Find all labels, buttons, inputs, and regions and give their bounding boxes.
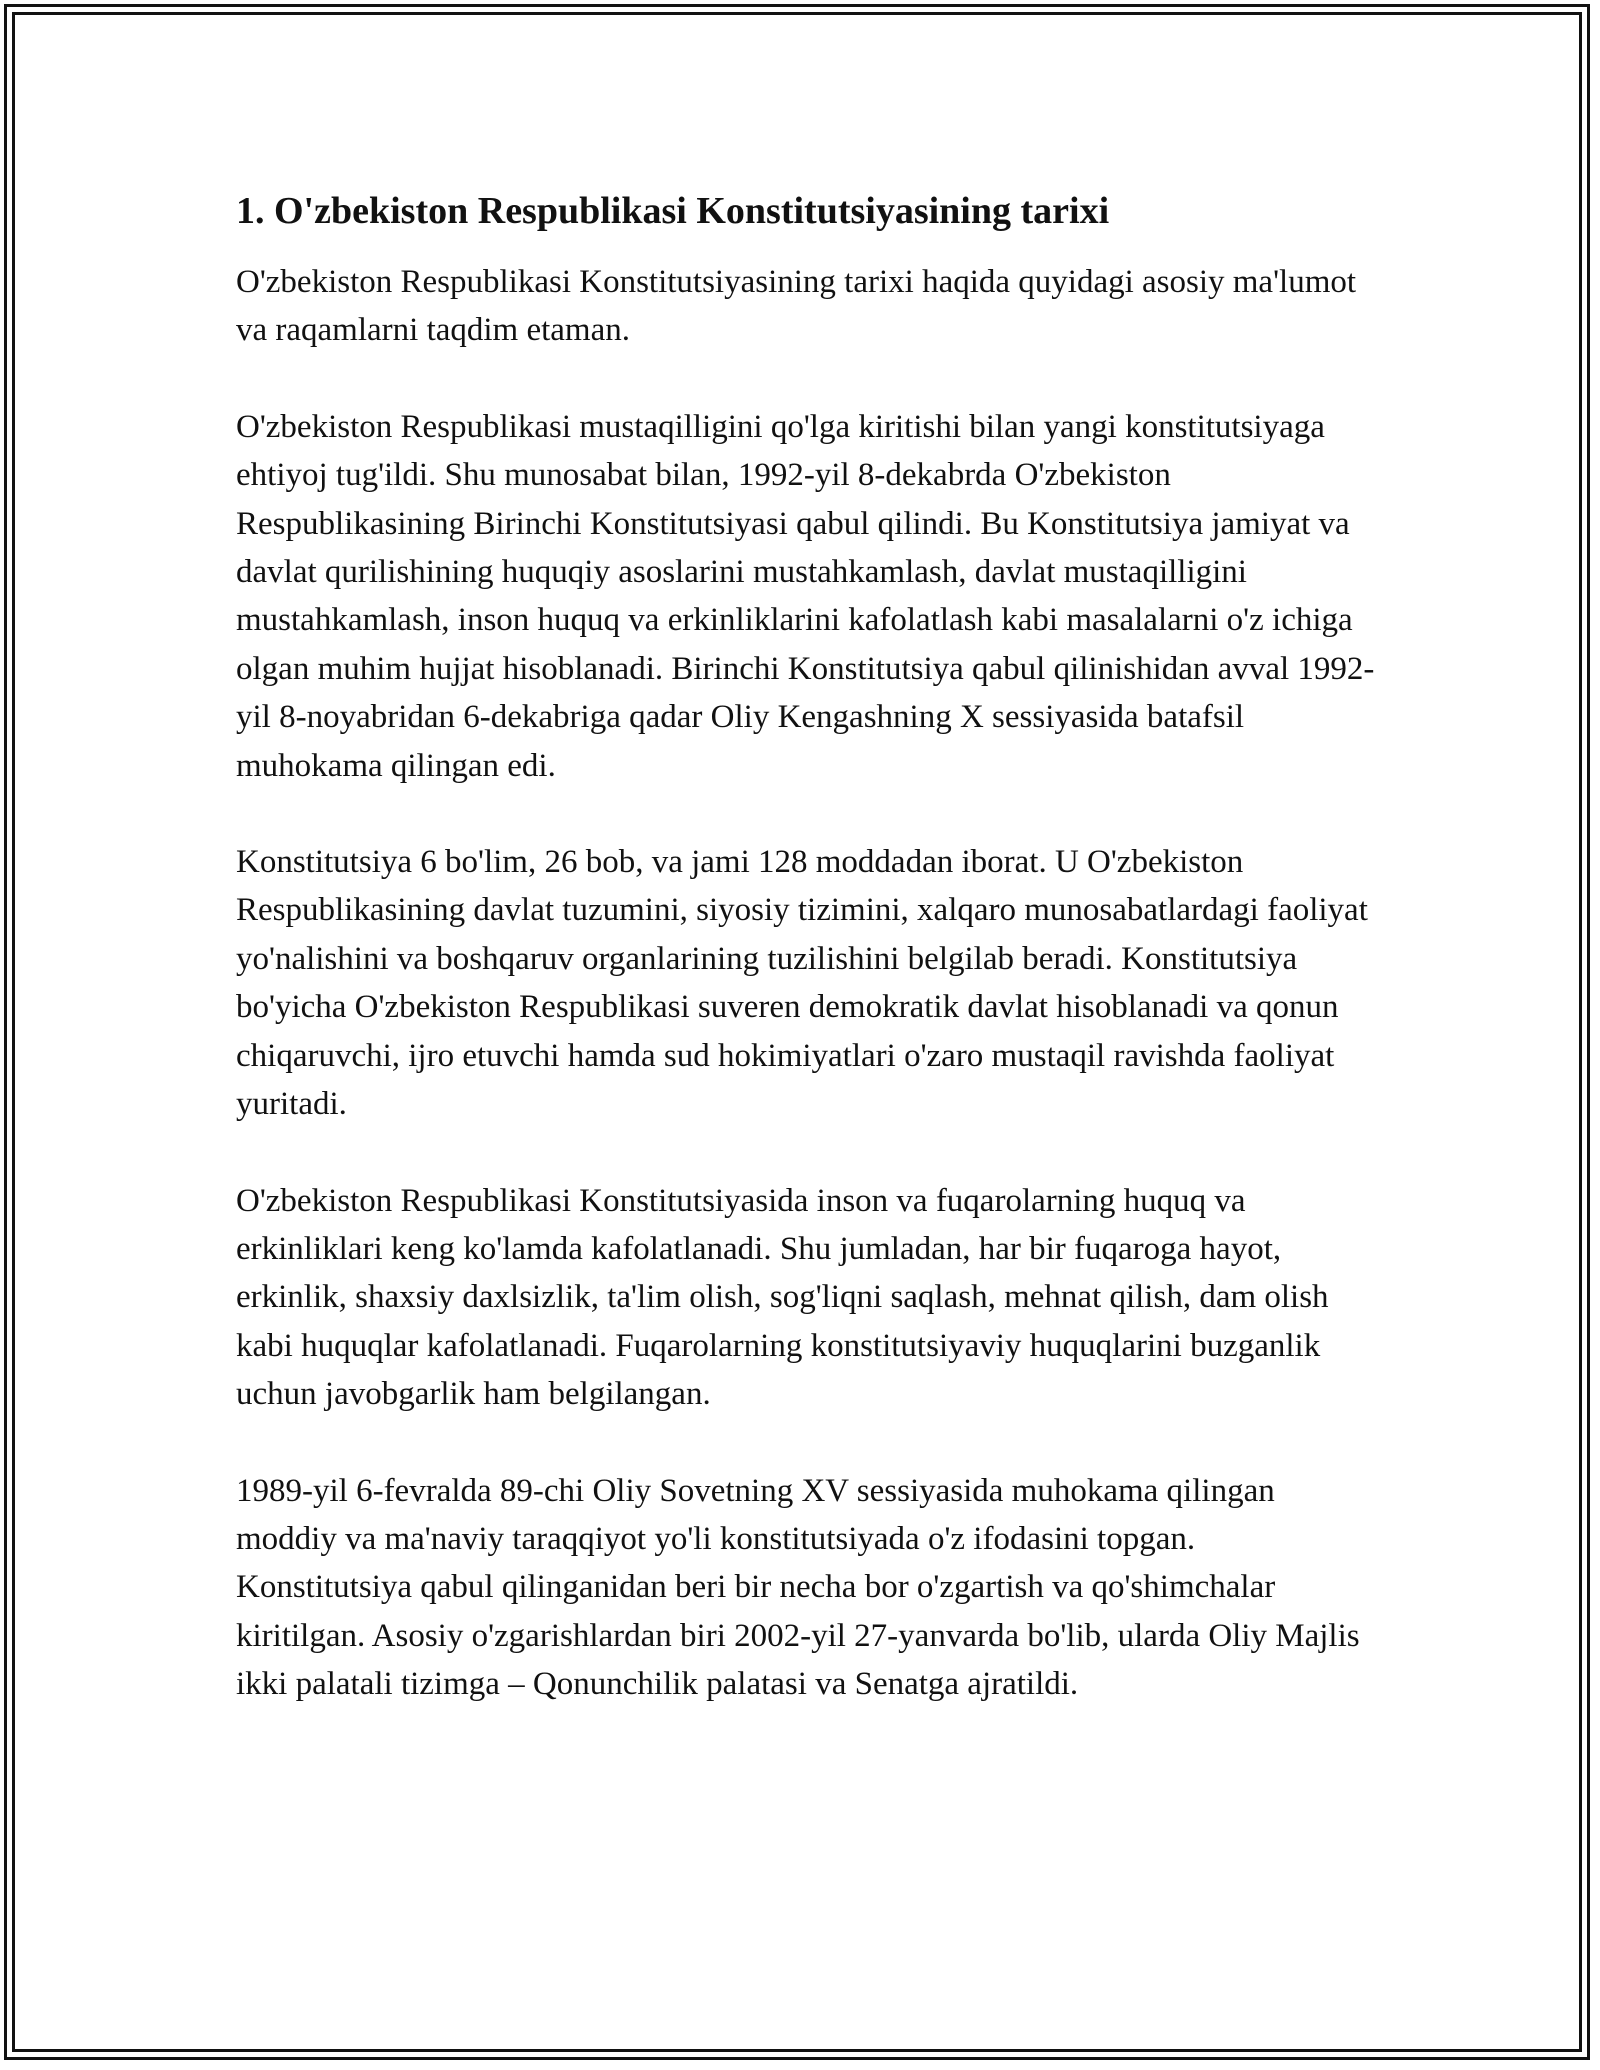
independence-paragraph: O'zbekiston Respublikasi mustaqilligini qo'lga kiritishi bilan yangi konstitutsiyaga ehtiyoj tug'ildi. Shu munosabat bilan, 1992-yil 8-dekabrda O'zbekiston Respublikasining Birinchi Konstitutsiyasi qabul qilindi. Bu Konstitutsiya jamiyat va davlat qurilishining huquqiy asoslarini mustahkamlash, davlat mustaqilligini mustahkamlash, inson huquq va erkinliklarini kafolatlash kabi masalalarni o'z ichiga olgan muhim hujjat hisoblanadi. Birinchi Konstitutsiya qabul qilinishidan avval 1992-yil 8-noyabridan 6-dekabriga qadar Oliy Kengashning X sessiyasida batafsil muhokama qilingan edi. xyxy=(236,408,1375,784)
structure-paragraph: Konstitutsiya 6 bo'lim, 26 bob, va jami 128 moddadan iborat. U O'zbekiston Respublikasining davlat tuzumini, siyosiy tizimini, xalqaro munosabatlardagi faoliyat yo'nalishini va boshqaruv organlarining tuzilishini belgilab beradi. Konstitutsiya bo'yicha O'zbekiston Respublikasi suveren demokratik davlat hisoblanadi va qonun chiqaruvchi, ijro etuvchi hamda sud hokimiyatlari o'zaro mustaqil ravishda faoliyat yuritadi. xyxy=(236,844,1368,1123)
document-title: 1. O'zbekiston Respublikasi Konstitutsiyasining tarixi xyxy=(236,190,1110,232)
document-body xyxy=(236,186,1376,1709)
amendments-paragraph: 1989-yil 6-fevralda 89-chi Oliy Sovetning XV sessiyasida muhokama qilingan moddiy va ma'naviy taraqqiyot yo'li konstitutsiyada o'z ifodasini topgan. Konstitutsiya qabul qilinganidan beri bir necha bor o'zgartish va qo'shimchalar kiritilgan. Asosiy o'zgarishlardan biri 2002-yil 27-yanvarda bo'lib, ularda Oliy Majlis ikki palatali tizimga – Qonunchilik palatasi va Senatga ajratildi. xyxy=(236,1472,1360,1703)
rights-paragraph: O'zbekiston Respublikasi Konstitutsiyasida inson va fuqarolarning huquq va erkinliklari keng ko'lamda kafolatlanadi. Shu jumladan, har bir fuqaroga hayot, erkinlik, shaxsiy daxlsizlik, ta'lim olish, sog'liqni saqlash, mehnat qilish, dam olish kabi huquqlar kafolatlanadi. Fuqarolarning konstitutsiyaviy huquqlarini buzganlik uchun javobgarlik ham belgilangan. xyxy=(236,1182,1329,1413)
intro-paragraph: O'zbekiston Respublikasi Konstitutsiyasining tarixi haqida quyidagi asosiy ma'lumot va raqamlarni taqdim etaman. xyxy=(236,264,1357,349)
